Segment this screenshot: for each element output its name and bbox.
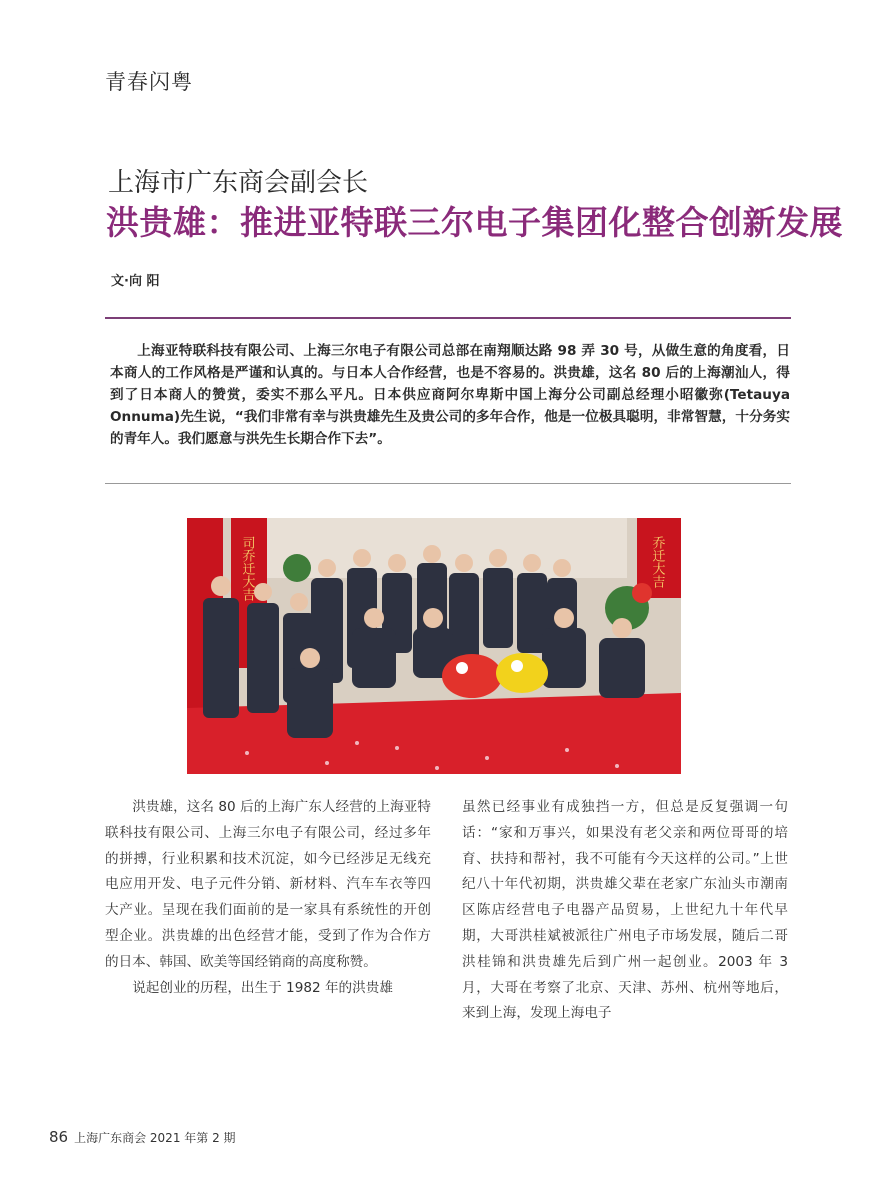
body-paragraph: 虽然已经事业有成独挡一方，但总是反复强调一句话：“家和万事兴，如果没有老父亲和两位哥哥的培育、扶持和帮衬，我不可能有今天这样的公司。”上世纪八十年代初期，洪贵雄父辈在老家广东汕头市潮南区陈店经营电子电器产品贸易，上世纪九十年代早期，大哥洪桂斌被派往广州电子市场发展，随后二哥洪桂锦和洪贵雄先后到广州一起创业。2003 年 3 月，大哥在考察了北京、天津、苏州、杭州等地后，来到上海，发现上海电子 [462,799,788,1022]
section-label: 青春闪粤 [105,70,193,94]
top-rule [105,317,791,319]
publication-name: 上海广东商会 2021 年第 2 期 [74,1131,236,1145]
article-title: 洪贵雄：推进亚特联三尔电子集团化整合创新发展 [106,203,843,242]
page-footer [49,1128,236,1146]
group-photo [187,518,681,774]
article-subtitle: 上海市广东商会副会长 [108,168,369,198]
byline: 文·向 阳 [111,274,160,289]
lead-paragraph: 上海亚特联科技有限公司、上海三尔电子有限公司总部在南翔顺达路 98 弄 30 号，从做生意的角度看，日本商人的工作风格是严谨和认真的。与日本人合作经营，也是不容易的。洪贵雄，这名 80 后的上海潮汕人，得到了日本商人的赞赏，委实不那么平凡。日本供应商阿尔卑斯中国上海分公司副总经理小昭徽弥(Tetauya Onnuma)先生说，“我们非常有幸与洪贵雄先生及贵公司的多年合作，他是一位极具聪明，非常智慧，十分务实的青年人。我们愿意与洪先生长期合作下去”。 [110,343,790,447]
page-number: 86 [49,1128,69,1146]
body-paragraph: 说起创业的历程，出生于 1982 年的洪贵雄 [132,979,393,996]
body-column-right [462,795,788,1027]
banner-text-right: 乔迁大吉 [649,536,665,588]
banner-text-left: 司乔迁大吉 [239,536,255,601]
body-paragraph: 洪贵雄，这名 80 后的上海广东人经营的上海亚特联科技有限公司、上海三尔电子有限公司，经过多年的拼搏，行业积累和技术沉淀，如今已经涉足无线充电应用开发、电子元件分销、新材料、汽车车衣等四大产业。呈现在我们面前的是一家具有系统性的开创型企业。洪贵雄的出色经营才能，受到了作为合作方的日本、韩国、欧美等国经销商的高度称赞。 [105,799,431,970]
group-photo-image [187,518,681,774]
body-column-left [105,795,431,1001]
divider [105,483,791,484]
